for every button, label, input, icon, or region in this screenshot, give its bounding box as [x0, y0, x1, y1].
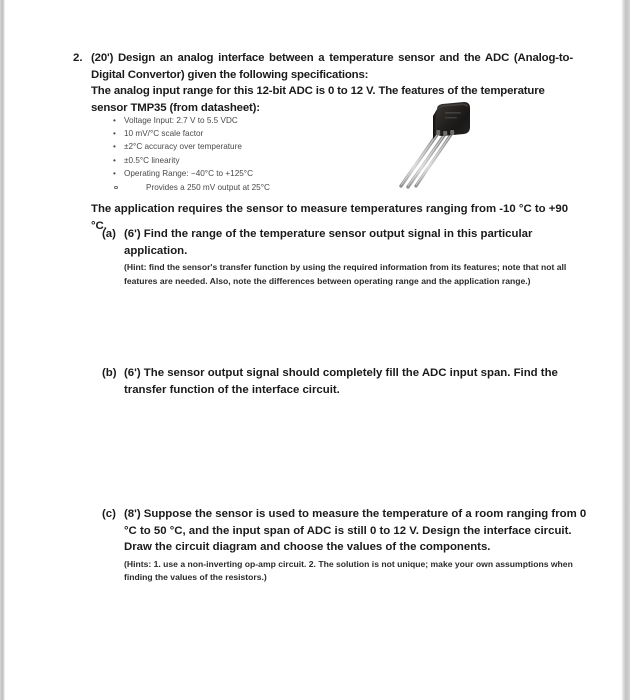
spec-bullet-text: Operating Range: −40°C to +125°C [124, 168, 253, 178]
part-a-text: (6') Find the range of the temperature sensor output signal in this particular application. [124, 228, 533, 257]
part-b-label: (b) [102, 367, 117, 379]
part-a-hint: (Hint: find the sensor's transfer function by using the required information from its features; note that not all features are needed. Also, note the differences between operating range and the application range.) [124, 262, 567, 286]
question-block [73, 50, 573, 116]
spec-sub-bullet-item [111, 181, 391, 194]
document-page [7, 0, 621, 700]
question-paragraph-2: The analog input range for this 12-bit ADC is 0 to 12 V. The features of the temperature sensor TMP35 (from datasheet): [91, 85, 545, 114]
question-part-c [102, 506, 587, 585]
spec-bullet-item [111, 114, 391, 127]
part-a-label: (a) [102, 228, 116, 240]
spec-bullet-text: 10 mV/°C scale factor [124, 129, 204, 139]
spec-sub-bullet-text: Provides a 250 mV output at 25°C [146, 183, 270, 192]
part-b-body [124, 365, 587, 398]
bullet-icon: • [113, 168, 116, 178]
question-part-b [102, 365, 587, 398]
sensor-lead-highlights [401, 134, 451, 186]
page-right-edge-shadow [621, 0, 630, 700]
bullet-icon: • [113, 116, 116, 125]
page-left-edge-shadow [0, 0, 5, 700]
application-statement: The application requires the sensor to measure temperatures ranging from -10 °C to +90 °C. [91, 203, 569, 232]
bullet-icon: • [113, 129, 116, 139]
part-c-label: (c) [102, 508, 116, 520]
part-a-body [124, 226, 587, 288]
spec-bullet-item [111, 127, 391, 140]
spec-bullet-text: ±2°C accuracy over temperature [124, 142, 242, 152]
question-part-a [102, 226, 587, 288]
bullet-icon: • [113, 155, 116, 165]
spec-bullet-text: ±0.5°C linearity [124, 155, 180, 165]
sensor-package-illustration [393, 100, 497, 192]
spec-bullet-text: Voltage Input: 2.7 V to 5.5 VDC [124, 116, 238, 125]
spec-bullet-item [111, 167, 391, 180]
part-c-hint: (Hints: 1. use a non-inverting op-amp circuit. 2. The solution is not unique; make your own assumptions when finding the values of the resistors.) [124, 558, 573, 583]
specification-sub-bullet-list [111, 181, 391, 194]
question-number: 2. [73, 52, 83, 64]
circle-outline-bullet-icon [114, 186, 118, 190]
part-b-row [102, 365, 587, 398]
question-paragraph-1: (20') Design an analog interface between a temperature sensor and the ADC (Analog-to-Digital Convertor) given the following specifications: [91, 52, 573, 81]
part-a-row [102, 226, 587, 288]
specification-bullet-list [111, 114, 391, 180]
part-b-text: (6') The sensor output signal should completely fill the ADC input span. Find the transfer function of the interface circuit. [124, 367, 558, 396]
spec-bullet-item [111, 154, 391, 167]
question-text-column [91, 50, 573, 116]
part-c-text: (8') Suppose the sensor is used to measure the temperature of a room ranging from 0 °C to 50 °C, and the input span of ADC is still 0 to 12 V. Design the interface circuit. Draw the circuit diagram and choose the values of the components. [124, 508, 587, 553]
temperature-sensor-photo [393, 100, 497, 192]
spec-bullet-item [111, 140, 391, 153]
part-c-body [124, 506, 587, 585]
bullet-icon: • [113, 142, 116, 152]
question-first-row [73, 50, 573, 116]
part-c-row [102, 506, 587, 585]
